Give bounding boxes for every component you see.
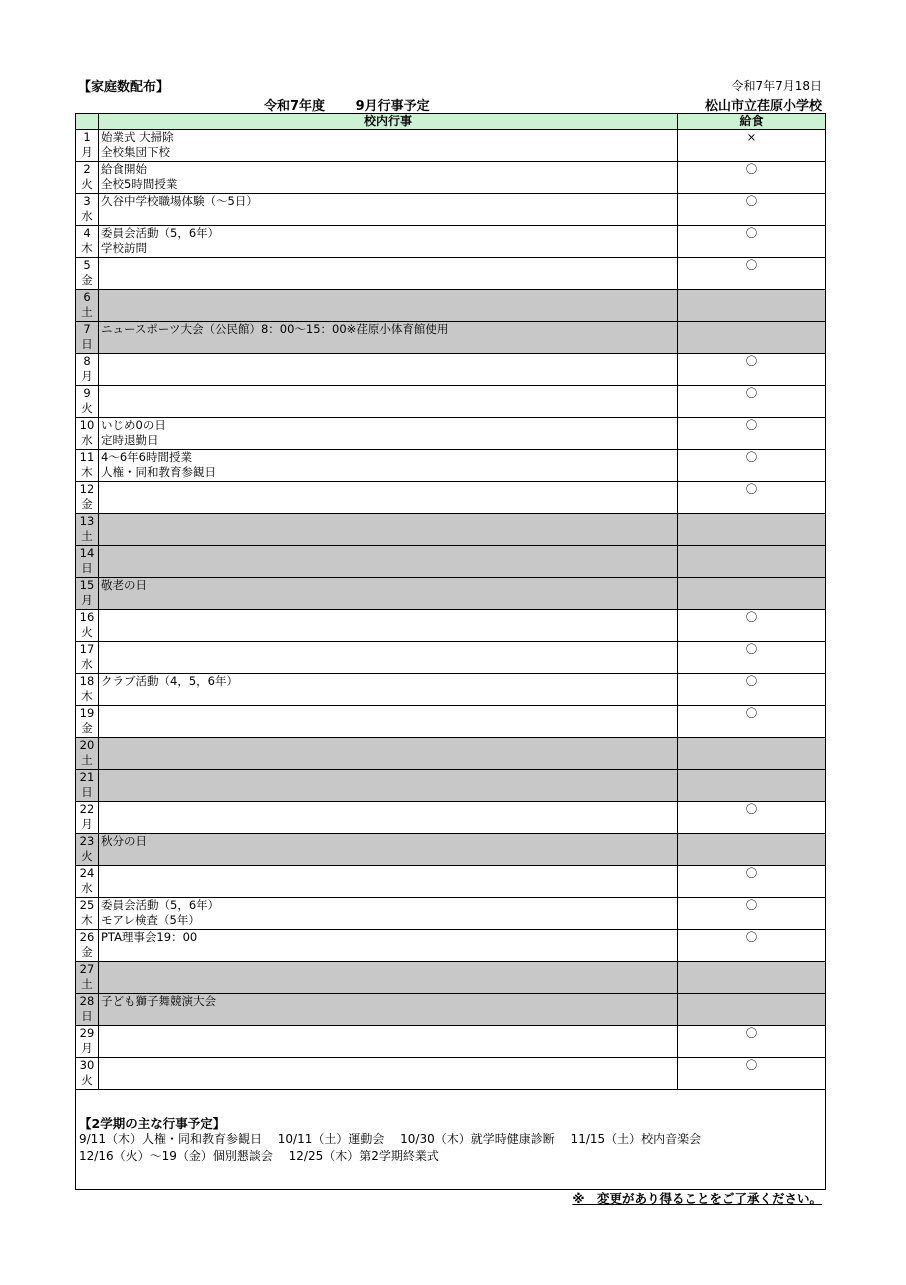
day-number: 24 [79, 866, 95, 880]
day-number: 27 [79, 962, 95, 976]
day-number: 9 [83, 386, 91, 400]
lunch-cell: 〇 [678, 706, 826, 738]
day-number: 10 [79, 418, 95, 432]
weekday: 水 [81, 209, 93, 223]
day-number: 4 [83, 226, 91, 240]
footer-events-line-2: 12/16（火）～19（金）個別懇談会 12/25（木）第2学期終業式 [79, 1149, 439, 1163]
lunch-cell: 〇 [678, 1026, 826, 1058]
events-cell [99, 930, 678, 962]
day-number: 18 [79, 674, 95, 688]
day-number: 15 [79, 578, 95, 592]
weekday: 土 [81, 305, 93, 319]
day-cell [76, 802, 99, 834]
events-cell [99, 162, 678, 194]
weekday: 月 [81, 817, 93, 831]
lunch-cell [678, 834, 826, 866]
table-row [76, 642, 826, 674]
table-row [76, 162, 826, 194]
day-number: 7 [83, 322, 91, 336]
lunch-cell: 〇 [678, 1058, 826, 1090]
day-cell [76, 962, 99, 994]
table-row [76, 674, 826, 706]
weekday: 日 [81, 561, 93, 575]
weekday: 火 [81, 177, 93, 191]
weekday: 金 [81, 273, 93, 287]
lunch-cell [678, 962, 826, 994]
weekday: 木 [81, 465, 93, 479]
table-row [76, 738, 826, 770]
day-number: 21 [79, 770, 95, 784]
lunch-cell: 〇 [678, 386, 826, 418]
event-item: 給食開始 [101, 162, 147, 176]
events-cell [99, 258, 678, 290]
lunch-cell [678, 322, 826, 354]
day-number: 8 [83, 354, 91, 368]
weekday: 木 [81, 241, 93, 255]
day-cell [76, 322, 99, 354]
day-cell [76, 866, 99, 898]
events-cell [99, 418, 678, 450]
day-number: 25 [79, 898, 95, 912]
events-cell [99, 386, 678, 418]
day-number: 22 [79, 802, 95, 816]
lunch-cell: 〇 [678, 930, 826, 962]
lunch-cell [678, 738, 826, 770]
events-cell [99, 770, 678, 802]
weekday: 水 [81, 881, 93, 895]
day-number: 11 [79, 450, 95, 464]
table-row [76, 194, 826, 226]
page-title: 令和7年度 9月行事予定 [264, 99, 430, 114]
day-number: 29 [79, 1026, 95, 1040]
events-cell [99, 1026, 678, 1058]
day-cell [76, 994, 99, 1026]
day-cell [76, 290, 99, 322]
issue-date: 令和7年7月18日 [731, 79, 822, 93]
day-cell [76, 834, 99, 866]
events-cell [99, 610, 678, 642]
weekday: 火 [81, 849, 93, 863]
day-cell [76, 482, 99, 514]
table-row [76, 1058, 826, 1090]
event-item: 定時退勤日 [101, 433, 159, 447]
day-cell [76, 1058, 99, 1090]
day-number: 26 [79, 930, 95, 944]
table-row [76, 514, 826, 546]
weekday: 月 [81, 593, 93, 607]
day-cell [76, 514, 99, 546]
day-cell [76, 898, 99, 930]
table-row [76, 706, 826, 738]
day-cell [76, 386, 99, 418]
weekday: 木 [81, 689, 93, 703]
events-cell [99, 994, 678, 1026]
table-row [76, 482, 826, 514]
day-number: 6 [83, 290, 91, 304]
table-row [76, 354, 826, 386]
day-cell [76, 706, 99, 738]
day-number: 19 [79, 706, 95, 720]
lunch-cell: 〇 [678, 898, 826, 930]
weekday: 火 [81, 625, 93, 639]
lunch-cell: 〇 [678, 258, 826, 290]
weekday: 月 [81, 369, 93, 383]
weekday: 日 [81, 1009, 93, 1023]
weekday: 火 [81, 1073, 93, 1087]
weekday: 日 [81, 337, 93, 351]
events-cell [99, 962, 678, 994]
event-item: モアレ検査（5年） [101, 913, 200, 927]
event-item: いじめ0の日 [101, 418, 166, 432]
day-cell [76, 578, 99, 610]
day-cell [76, 738, 99, 770]
lunch-cell [678, 546, 826, 578]
day-cell [76, 674, 99, 706]
lunch-cell: 〇 [678, 610, 826, 642]
events-cell [99, 802, 678, 834]
events-cell [99, 866, 678, 898]
day-number: 13 [79, 514, 95, 528]
event-item: 全校集団下校 [101, 145, 170, 159]
day-cell [76, 450, 99, 482]
weekday: 火 [81, 401, 93, 415]
event-item: PTA理事会19：00 [101, 930, 198, 944]
weekday: 土 [81, 529, 93, 543]
event-item: ニュースポーツ大会（公民館）8：00～15：00※荏原小体育館使用 [101, 322, 449, 336]
event-item: 人権・同和教育参観日 [101, 465, 216, 479]
lunch-cell: 〇 [678, 418, 826, 450]
events-cell [99, 514, 678, 546]
events-cell [99, 322, 678, 354]
lunch-cell: 〇 [678, 482, 826, 514]
table-row [76, 802, 826, 834]
table-row [76, 450, 826, 482]
footer-events-line-1: 9/11（木）人権・同和教育参観日 10/11（土）運動会 10/30（木）就学時健康診断 11/15（土）校内音楽会 [79, 1132, 702, 1146]
day-number: 3 [83, 194, 91, 208]
day-cell [76, 226, 99, 258]
schedule-table [75, 113, 826, 1090]
table-row [76, 1026, 826, 1058]
day-number: 28 [79, 994, 95, 1008]
day-cell [76, 642, 99, 674]
day-cell [76, 770, 99, 802]
day-cell [76, 354, 99, 386]
event-item: 秋分の日 [101, 834, 147, 848]
day-number: 2 [83, 162, 91, 176]
lunch-cell: 〇 [678, 802, 826, 834]
day-cell [76, 930, 99, 962]
table-row [76, 418, 826, 450]
lunch-cell [678, 770, 826, 802]
event-item: 委員会活動（5，6年） [101, 226, 220, 240]
table-row [76, 962, 826, 994]
events-cell [99, 546, 678, 578]
table-row [76, 290, 826, 322]
events-cell [99, 482, 678, 514]
weekday: 日 [81, 785, 93, 799]
events-cell [99, 642, 678, 674]
lunch-cell [678, 578, 826, 610]
weekday: 金 [81, 945, 93, 959]
weekday: 土 [81, 753, 93, 767]
day-number: 17 [79, 642, 95, 656]
table-row [76, 386, 826, 418]
events-cell [99, 1058, 678, 1090]
day-number: 23 [79, 834, 95, 848]
lunch-cell: × [678, 130, 826, 162]
day-number: 16 [79, 610, 95, 624]
weekday: 月 [81, 145, 93, 159]
day-column-header [76, 114, 99, 130]
weekday: 水 [81, 657, 93, 671]
day-cell [76, 1026, 99, 1058]
day-cell [76, 546, 99, 578]
event-item: クラブ活動（4，5，6年） [101, 674, 238, 688]
lunch-column-header: 給食 [678, 114, 826, 130]
table-row [76, 546, 826, 578]
table-row [76, 610, 826, 642]
event-item: 学校訪問 [101, 241, 147, 255]
events-cell [99, 898, 678, 930]
event-item: 4～6年6時間授業 [101, 450, 192, 464]
events-cell [99, 834, 678, 866]
events-cell [99, 578, 678, 610]
day-cell [76, 130, 99, 162]
lunch-cell [678, 514, 826, 546]
day-cell [76, 194, 99, 226]
event-item: 全校5時間授業 [101, 177, 178, 191]
table-row [76, 834, 826, 866]
lunch-cell: 〇 [678, 354, 826, 386]
day-number: 14 [79, 546, 95, 560]
table-row [76, 770, 826, 802]
lunch-cell: 〇 [678, 866, 826, 898]
distribution-label: 【家庭数配布】 [78, 80, 170, 95]
events-cell [99, 290, 678, 322]
events-cell [99, 674, 678, 706]
event-item: 委員会活動（5，6年） [101, 898, 220, 912]
school-name: 松山市立荏原小学校 [704, 99, 822, 114]
events-cell [99, 450, 678, 482]
events-cell [99, 130, 678, 162]
table-row [76, 578, 826, 610]
day-cell [76, 258, 99, 290]
lunch-cell: 〇 [678, 674, 826, 706]
events-column-header: 校内行事 [99, 114, 678, 130]
events-cell [99, 226, 678, 258]
event-item: 敬老の日 [101, 578, 147, 592]
lunch-cell: 〇 [678, 642, 826, 674]
table-row [76, 322, 826, 354]
day-number: 5 [83, 258, 91, 272]
weekday: 水 [81, 433, 93, 447]
day-number: 30 [79, 1058, 95, 1072]
weekday: 木 [81, 913, 93, 927]
lunch-cell: 〇 [678, 162, 826, 194]
lunch-cell: 〇 [678, 194, 826, 226]
weekday: 金 [81, 721, 93, 735]
events-cell [99, 354, 678, 386]
lunch-cell: 〇 [678, 226, 826, 258]
day-cell [76, 162, 99, 194]
weekday: 金 [81, 497, 93, 511]
table-row [76, 866, 826, 898]
lunch-cell: 〇 [678, 450, 826, 482]
day-number: 20 [79, 738, 95, 752]
events-cell [99, 738, 678, 770]
lunch-cell [678, 290, 826, 322]
table-row [76, 994, 826, 1026]
table-row [76, 930, 826, 962]
footer-title: 【2学期の主な行事予定】 [79, 1116, 226, 1131]
day-cell [76, 610, 99, 642]
table-header-row [76, 114, 826, 130]
weekday: 土 [81, 977, 93, 991]
event-item: 久谷中学校職場体験（～5日） [101, 194, 258, 208]
table-row [76, 130, 826, 162]
table-row [76, 258, 826, 290]
event-item: 始業式 大掃除 [101, 130, 174, 144]
day-cell [76, 418, 99, 450]
events-cell [99, 194, 678, 226]
day-number: 1 [83, 130, 91, 144]
weekday: 月 [81, 1041, 93, 1055]
event-item: 子ども獅子舞競演大会 [101, 994, 216, 1008]
events-cell [99, 706, 678, 738]
change-notice: ※ 変更があり得ることをご了承ください。 [572, 1191, 822, 1206]
lunch-cell [678, 994, 826, 1026]
table-row [76, 898, 826, 930]
table-row [76, 226, 826, 258]
day-number: 12 [79, 482, 95, 496]
